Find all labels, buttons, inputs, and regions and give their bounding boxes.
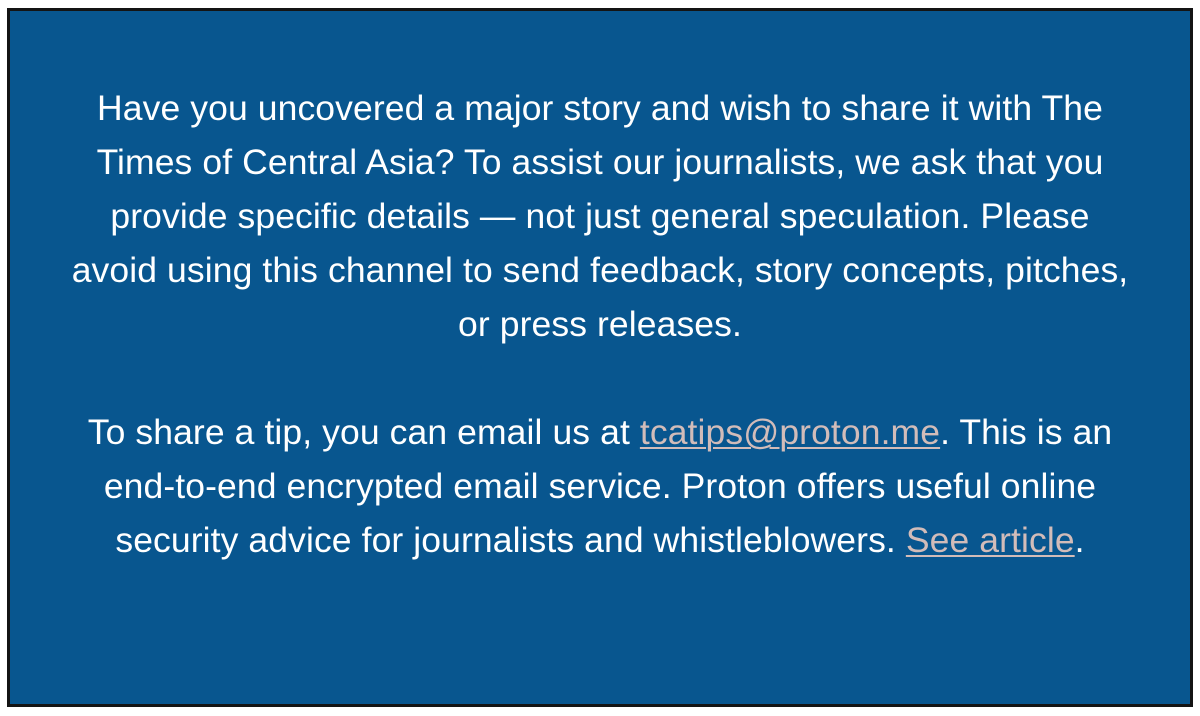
notice-panel xyxy=(10,11,1190,704)
contact-text-after: . xyxy=(1074,520,1085,560)
notice-frame xyxy=(7,8,1193,707)
contact-text-middle: . This is an end-to-end encrypted email service. Proton offers useful online security advice for journalists and whistleblowers. xyxy=(103,412,1113,560)
contact-text-before-email: To share a tip, you can email us at xyxy=(87,412,640,452)
see-article-link[interactable]: See article xyxy=(905,520,1075,560)
email-link[interactable]: tcatips@proton.me xyxy=(639,412,941,452)
contact-paragraph xyxy=(70,405,1130,567)
intro-paragraph: Have you uncovered a major story and wish to share it with The Times of Central Asia? To assist our journalists, we ask that you provide specific details — not just general speculation. Please avoid using this channel to send feedback, story concepts, pitches, or press releases. xyxy=(71,88,1129,344)
